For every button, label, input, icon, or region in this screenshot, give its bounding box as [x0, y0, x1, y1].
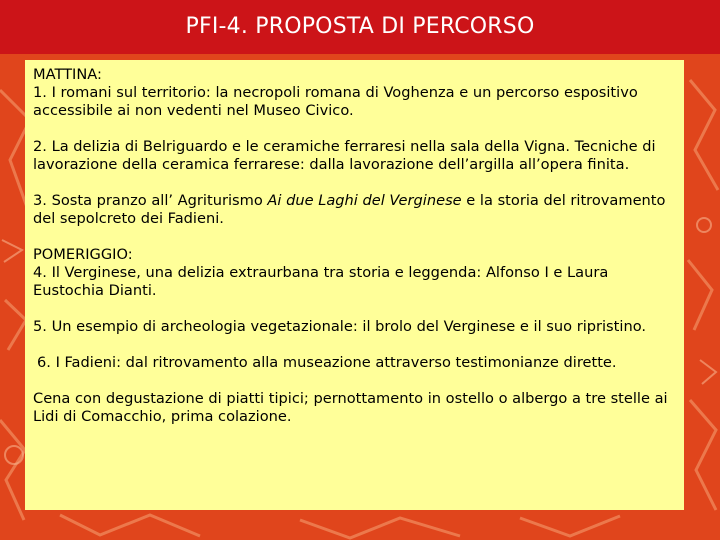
- itinerary-item-3-text: 3. Sosta pranzo all’ Agriturismo: [33, 192, 268, 209]
- itinerary-item-2: 2. La delizia di Belriguardo e le ceramiche ferraresi nella sala della Vigna. Tecniche di lavorazione della ceramica ferrarese: dalla lavorazione dell’argilla all’opera finita.: [33, 138, 656, 173]
- title-bar: [0, 0, 720, 54]
- itinerary-item-4: 4. Il Verginese, una delizia extraurbana tra storia e leggenda: Alfonso I e Laura Eustochia Dianti.: [33, 264, 609, 299]
- itinerary-item-6: 6. I Fadieni: dal ritrovamento alla museazione attraverso testimonianze dirette.: [37, 354, 617, 371]
- itinerary-item-5: 5. Un esempio di archeologia vegetazionale: il brolo del Verginese e il suo ripristino.: [33, 318, 647, 335]
- itinerary-item-3: [33, 192, 676, 228]
- morning-heading: MATTINA:: [33, 66, 102, 83]
- agriturismo-name: Ai due Laghi del Verginese: [267, 192, 462, 209]
- itinerary-panel: [25, 60, 684, 510]
- slide-title: PFI-4. PROPOSTA DI PERCORSO: [185, 13, 535, 39]
- evening-note: Cena con degustazione di piatti tipici; pernottamento in ostello o albergo a tre stelle ai Lidi di Comacchio, prima colazione.: [33, 390, 668, 425]
- afternoon-heading: POMERIGGIO:: [33, 246, 133, 263]
- itinerary-item-3-rest: e la storia del ritrovamento del sepolcreto dei Fadieni.: [33, 192, 666, 227]
- itinerary-item-1: 1. I romani sul territorio: la necropoli romana di Voghenza e un percorso espositivo accessibile ai non vedenti nel Museo Civico.: [33, 84, 638, 119]
